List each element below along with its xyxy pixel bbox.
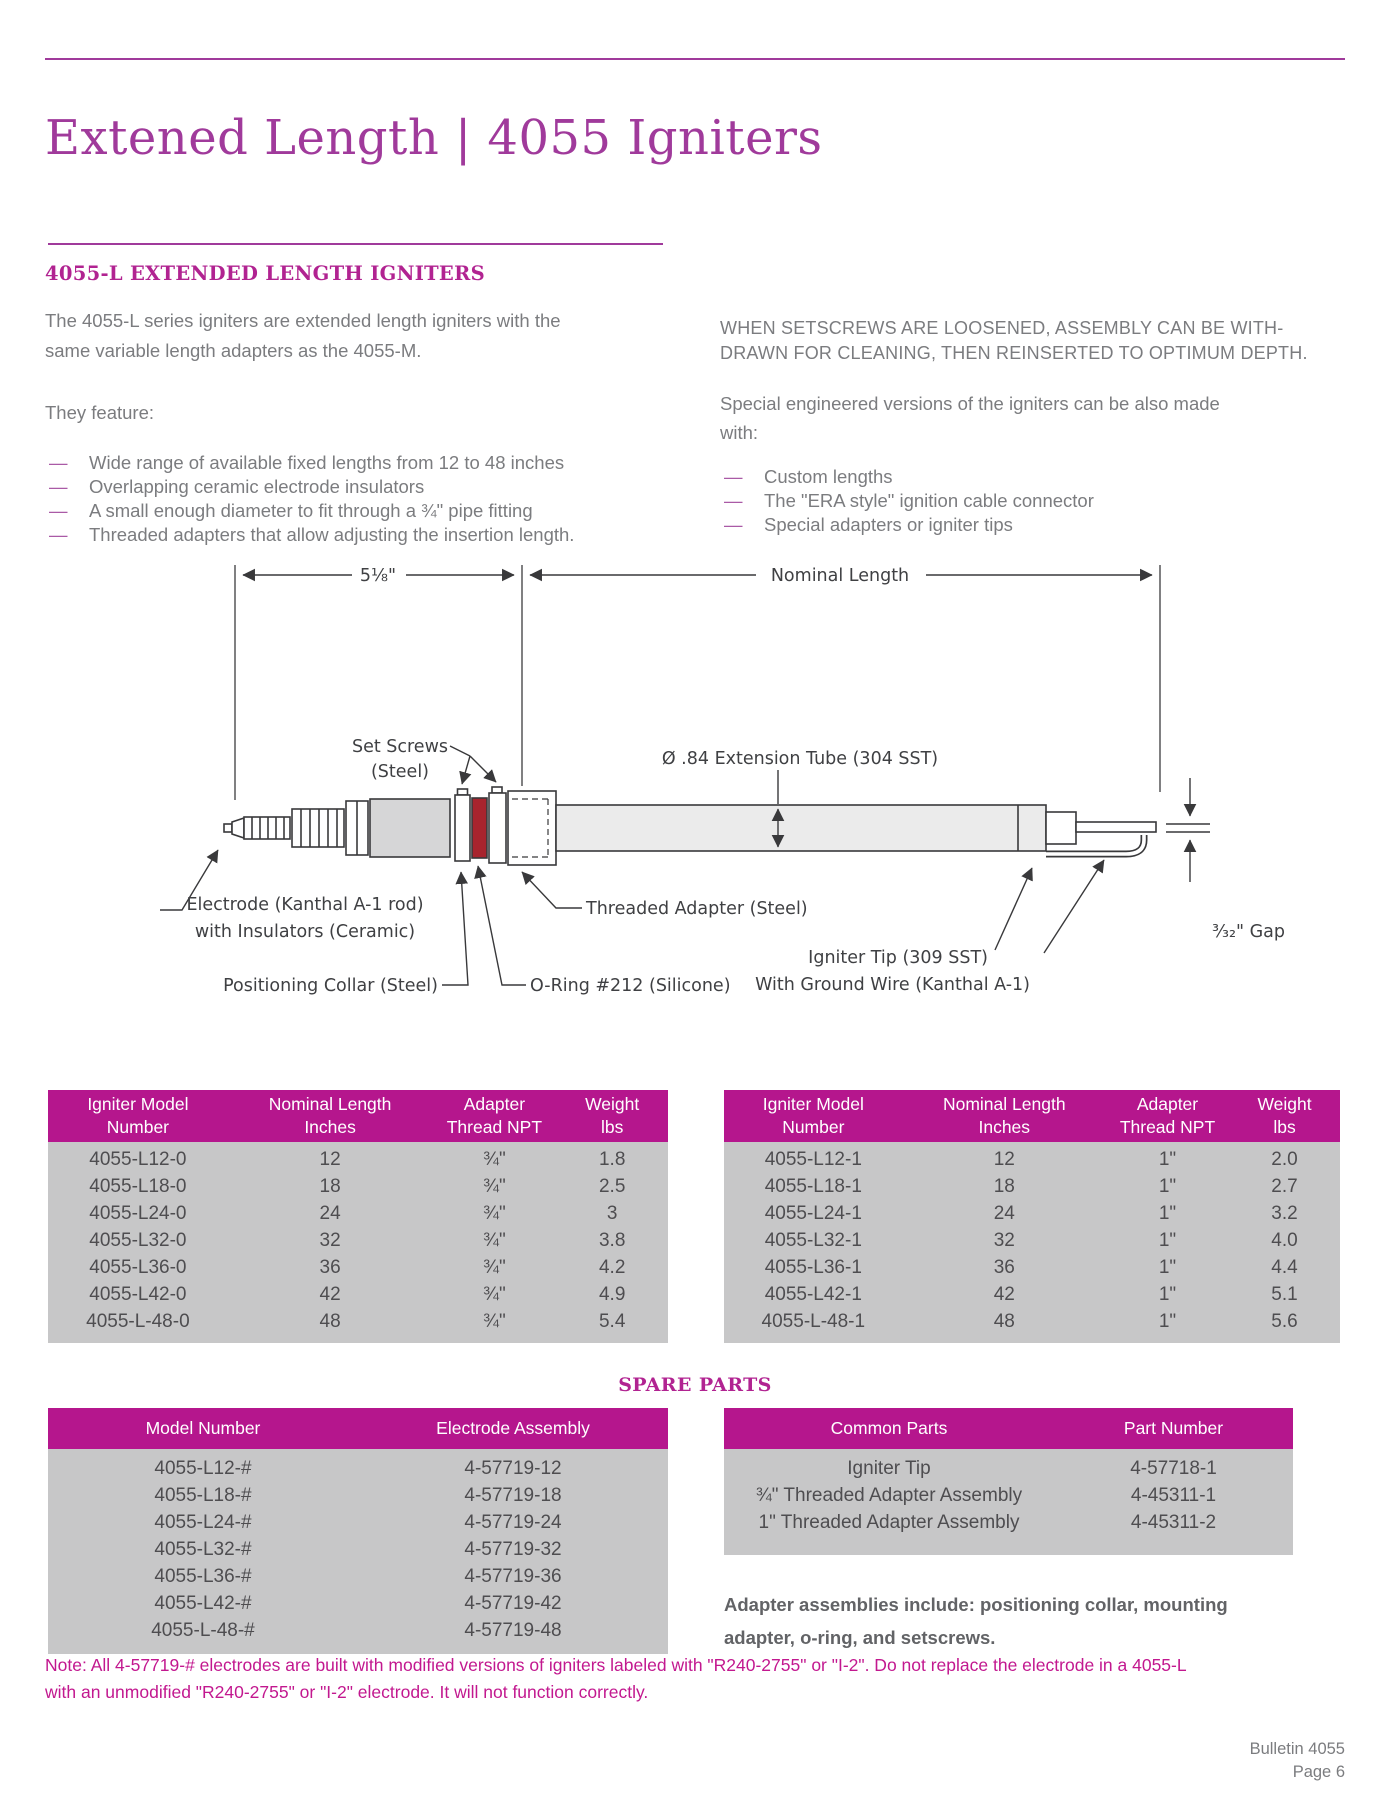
features-lead: They feature: — [45, 402, 155, 423]
table-row — [724, 1509, 1293, 1536]
cell-length: 24 — [319, 1203, 341, 1224]
special-paragraph — [720, 389, 1355, 447]
table-header — [724, 1408, 1293, 1449]
cell-model: 4055-L12-# — [154, 1458, 252, 1479]
gap-label: ³⁄₃₂" Gap — [1212, 922, 1285, 942]
table-row — [724, 1146, 1340, 1173]
cell-weight: 3.8 — [598, 1230, 626, 1251]
collar-rear — [489, 793, 506, 863]
list-item-text: Threaded adapters that allow adjusting the insertion length. — [89, 524, 575, 545]
cell-adapter: ¾" — [483, 1149, 506, 1170]
cell-electrode: 4-57719-18 — [464, 1485, 562, 1506]
cell-model: 4055-L24-# — [154, 1512, 252, 1533]
cell-electrode: 4-57719-48 — [464, 1620, 562, 1641]
cell-model: 4055-L36-1 — [764, 1257, 862, 1278]
table-row — [724, 1455, 1293, 1482]
col-header-part-number: Part Number — [1123, 1418, 1224, 1438]
cell-electrode: 4-57719-36 — [464, 1566, 562, 1587]
list-item-text: Overlapping ceramic electrode insulators — [89, 476, 425, 497]
table-row — [724, 1200, 1340, 1227]
table-row — [724, 1281, 1340, 1308]
o-ring-label: O-Ring #212 (Silicone) — [530, 976, 731, 996]
cell-length: 18 — [319, 1176, 341, 1197]
page-number: Page 6 — [1292, 1763, 1345, 1781]
col-header-length: Nominal Length Inches — [268, 1094, 392, 1137]
col-header-common-parts: Common Parts — [830, 1418, 948, 1438]
table-row — [48, 1590, 668, 1617]
cell-part-name: Igniter Tip — [847, 1458, 931, 1479]
top-rule — [45, 58, 1345, 60]
cell-model: 4055-L36-# — [154, 1566, 252, 1587]
adapter-assemblies-note — [724, 1588, 1284, 1654]
set-screw-nub — [458, 789, 468, 795]
bullet-dash: — — [724, 466, 743, 487]
cell-adapter: 1" — [1158, 1257, 1177, 1278]
list-item — [720, 513, 1355, 537]
bullet-dash: — — [49, 452, 68, 473]
cell-length: 42 — [319, 1284, 341, 1305]
table-row — [724, 1308, 1340, 1335]
cell-adapter: 1" — [1158, 1230, 1177, 1251]
col-header-length: Nominal Length Inches — [942, 1094, 1066, 1137]
cell-model: 4055-L32-# — [154, 1539, 252, 1560]
list-item-text: A small enough diameter to fit through a ¾" pipe fitting — [89, 500, 533, 521]
note-line: Adapter assemblies include: positioning collar, mounting — [724, 1594, 1228, 1615]
section-heading: 4055-L EXTENDED LENGTH IGNITERS — [45, 262, 485, 285]
spare-parts-heading: SPARE PARTS — [618, 1374, 772, 1396]
extension-tube-shape — [556, 805, 1046, 851]
title-underline — [48, 243, 663, 245]
cell-model: 4055-L18-# — [154, 1485, 252, 1506]
cell-model: 4055-L-48-1 — [761, 1311, 866, 1332]
table-row — [48, 1254, 668, 1281]
table-row — [724, 1254, 1340, 1281]
igniter-body-drawing — [224, 787, 1156, 865]
electrode-label-2: with Insulators (Ceramic) — [194, 922, 416, 942]
list-item-text: The "ERA style" ignition cable connector — [764, 490, 1094, 511]
threaded-adapter-shape — [508, 791, 556, 865]
electrode-thread — [244, 817, 290, 839]
set-screws-label-2: (Steel) — [370, 762, 430, 782]
list-item — [720, 465, 1355, 489]
threaded-adapter-label: Threaded Adapter (Steel) — [586, 899, 808, 919]
cell-weight: 5.1 — [1271, 1284, 1298, 1305]
table-body — [724, 1449, 1293, 1555]
paragraph-line: same variable length adapters as the 4055-M. — [45, 340, 422, 361]
bullet-dash: — — [724, 490, 743, 511]
igniter-table-34npt — [48, 1090, 668, 1343]
col-header-model: Igniter Model Number — [762, 1094, 864, 1137]
table-row — [724, 1227, 1340, 1254]
collar-front — [455, 795, 470, 861]
cell-length: 12 — [993, 1149, 1015, 1170]
cell-adapter: 1" — [1158, 1149, 1177, 1170]
table-row — [48, 1536, 668, 1563]
bullet-dash: — — [49, 500, 68, 521]
table-body — [48, 1142, 668, 1343]
note-line: adapter, o-ring, and setscrews. — [724, 1627, 996, 1648]
page-title: Extened Length | 4055 Igniters — [45, 110, 823, 166]
cell-electrode: 4-57719-12 — [464, 1458, 562, 1479]
table-row — [724, 1173, 1340, 1200]
cell-adapter: ¾" — [483, 1257, 506, 1278]
note-line: Note: All 4-57719-# electrodes are built with modified versions of igniters labeled with "R240-2755" or "I-2". Do not replace the electrode in a 4055-L — [45, 1655, 1187, 1675]
cell-weight: 2.5 — [598, 1176, 626, 1197]
table-row — [48, 1308, 668, 1335]
igniter-tip-label-2: With Ground Wire (Kanthal A-1) — [755, 975, 1030, 995]
list-item-text: Special adapters or igniter tips — [764, 514, 1013, 535]
cell-length: 12 — [319, 1149, 341, 1170]
table-row — [48, 1617, 668, 1644]
cell-part-number: 4-45311-1 — [1130, 1485, 1217, 1506]
cell-part-name: 1" Threaded Adapter Assembly — [758, 1512, 1020, 1533]
spare-common-table — [724, 1408, 1293, 1555]
col-header-adapter: Adapter Thread NPT — [446, 1094, 543, 1137]
list-item — [45, 475, 625, 499]
features-list — [45, 451, 625, 547]
cell-weight: 2.0 — [1271, 1149, 1298, 1170]
cell-part-name: ¾" Threaded Adapter Assembly — [755, 1485, 1023, 1506]
spare-models-table — [48, 1408, 668, 1654]
cell-model: 4055-L12-1 — [764, 1149, 862, 1170]
extension-tube-label: Ø .84 Extension Tube (304 SST) — [661, 749, 939, 769]
paragraph-line: Special engineered versions of the igniters can be also made — [720, 393, 1220, 414]
table-header — [48, 1408, 668, 1449]
cell-electrode: 4-57719-24 — [464, 1512, 562, 1533]
setscrew-callout — [720, 316, 1355, 366]
col-header-electrode-assembly: Electrode Assembly — [436, 1418, 590, 1438]
list-item — [45, 451, 625, 475]
special-list — [720, 465, 1355, 537]
intro-right-column — [720, 316, 1355, 537]
cell-model: 4055-L32-1 — [764, 1230, 862, 1251]
list-item — [720, 489, 1355, 513]
table-row — [48, 1146, 668, 1173]
bullet-dash: — — [49, 524, 68, 545]
cell-weight: 5.6 — [1271, 1311, 1298, 1332]
cell-adapter: ¾" — [483, 1176, 506, 1197]
set-screws-label: Set Screws — [351, 737, 449, 757]
cell-weight: 4.9 — [598, 1284, 626, 1305]
intro-paragraph — [45, 306, 625, 366]
cell-weight: 2.7 — [1271, 1176, 1298, 1197]
table-row — [48, 1173, 668, 1200]
tip-rod — [1076, 822, 1156, 832]
cell-weight: 3 — [606, 1203, 618, 1224]
cell-electrode: 4-57719-32 — [464, 1539, 562, 1560]
cell-adapter: 1" — [1158, 1203, 1177, 1224]
col-header-model: Igniter Model Number — [87, 1094, 189, 1137]
cell-adapter: ¾" — [483, 1311, 506, 1332]
cell-weight: 4.4 — [1271, 1257, 1298, 1278]
cell-weight: 3.2 — [1271, 1203, 1298, 1224]
cell-length: 48 — [993, 1311, 1015, 1332]
table-body — [724, 1142, 1340, 1343]
table-header — [724, 1090, 1340, 1142]
table-row — [48, 1200, 668, 1227]
cell-model: 4055-L36-0 — [89, 1257, 187, 1278]
col-header-adapter: Adapter Thread NPT — [1119, 1094, 1216, 1137]
positioning-collar-label: Positioning Collar (Steel) — [223, 976, 438, 996]
cell-model: 4055-L-48-0 — [86, 1311, 190, 1332]
cell-weight: 1.8 — [598, 1149, 626, 1170]
cell-weight: 5.4 — [598, 1311, 626, 1332]
cell-length: 32 — [993, 1230, 1015, 1251]
table-body — [48, 1449, 668, 1654]
cell-adapter: ¾" — [483, 1284, 506, 1305]
col-header-model-number: Model Number — [145, 1418, 261, 1438]
cell-weight: 4.2 — [598, 1257, 626, 1278]
cell-length: 24 — [993, 1203, 1015, 1224]
table-row — [48, 1227, 668, 1254]
cell-part-number: 4-57718-1 — [1130, 1458, 1217, 1479]
cell-length: 48 — [319, 1311, 341, 1332]
cell-electrode: 4-57719-42 — [464, 1593, 562, 1614]
electrode-label: Electrode (Kanthal A-1 rod) — [186, 895, 424, 915]
electrode-warning-note — [45, 1652, 1365, 1706]
cell-adapter: 1" — [1158, 1311, 1177, 1332]
cell-adapter: ¾" — [483, 1230, 506, 1251]
cell-length: 42 — [993, 1284, 1015, 1305]
cell-model: 4055-L42-# — [154, 1593, 252, 1614]
cell-model: 4055-L24-1 — [764, 1203, 862, 1224]
col-header-weight: Weight lbs — [1257, 1094, 1312, 1137]
list-item-text: Wide range of available fixed lengths from 12 to 48 inches — [89, 452, 565, 473]
igniter-diagram — [0, 540, 1391, 1010]
cell-model: 4055-L12-0 — [89, 1149, 187, 1170]
table-row — [48, 1563, 668, 1590]
dim-51-8-label: 5⅛" — [359, 566, 397, 586]
cell-model: 4055-L-48-# — [151, 1620, 255, 1641]
cell-length: 36 — [993, 1257, 1015, 1278]
cell-length: 18 — [993, 1176, 1015, 1197]
table-row — [48, 1509, 668, 1536]
cell-adapter: 1" — [1158, 1284, 1177, 1305]
electrode-tip — [224, 824, 232, 832]
ceramic-block — [370, 799, 450, 857]
table-row — [48, 1281, 668, 1308]
callout-line: DRAWN FOR CLEANING, THEN REINSERTED TO OPTIMUM DEPTH. — [720, 343, 1308, 363]
intro-left-column — [45, 306, 625, 547]
bulletin-number: Bulletin 4055 — [1249, 1740, 1345, 1758]
paragraph-line: with: — [720, 422, 759, 443]
bullet-dash: — — [49, 476, 68, 497]
cell-model: 4055-L42-1 — [764, 1284, 862, 1305]
cell-model: 4055-L18-0 — [89, 1176, 187, 1197]
table-row — [48, 1455, 668, 1482]
list-item-text: Custom lengths — [764, 466, 893, 487]
cell-model: 4055-L42-0 — [89, 1284, 187, 1305]
cell-model: 4055-L32-0 — [89, 1230, 187, 1251]
cell-part-number: 4-45311-2 — [1130, 1512, 1217, 1533]
paragraph-line: The 4055-L series igniters are extended length igniters with the — [45, 310, 561, 331]
table-row — [48, 1482, 668, 1509]
igniter-table-1npt — [724, 1090, 1340, 1343]
cell-adapter: 1" — [1158, 1176, 1177, 1197]
igniter-tip-label: Igniter Tip (309 SST) — [808, 948, 988, 968]
cell-adapter: ¾" — [483, 1203, 506, 1224]
list-item — [45, 499, 625, 523]
cell-model: 4055-L18-1 — [764, 1176, 862, 1197]
tip-insulator — [1046, 812, 1076, 844]
bullet-dash: — — [724, 514, 743, 535]
note-line: with an unmodified "R240-2755" or "I-2" electrode. It will not function correctly. — [45, 1682, 649, 1702]
callout-line: WHEN SETSCREWS ARE LOOSENED, ASSEMBLY CAN BE WITH- — [720, 318, 1284, 338]
cell-length: 32 — [319, 1230, 341, 1251]
col-header-weight: Weight lbs — [585, 1094, 640, 1137]
dim-nominal-length-label: Nominal Length — [770, 566, 910, 586]
cell-weight: 4.0 — [1271, 1230, 1298, 1251]
table-row — [724, 1482, 1293, 1509]
page-footer — [45, 1738, 1345, 1784]
set-screw-nub — [492, 787, 502, 793]
table-header — [48, 1090, 668, 1142]
cell-length: 36 — [319, 1257, 341, 1278]
cell-model: 4055-L24-0 — [89, 1203, 187, 1224]
o-ring-shape — [472, 798, 487, 858]
electrode-cone — [232, 818, 244, 838]
